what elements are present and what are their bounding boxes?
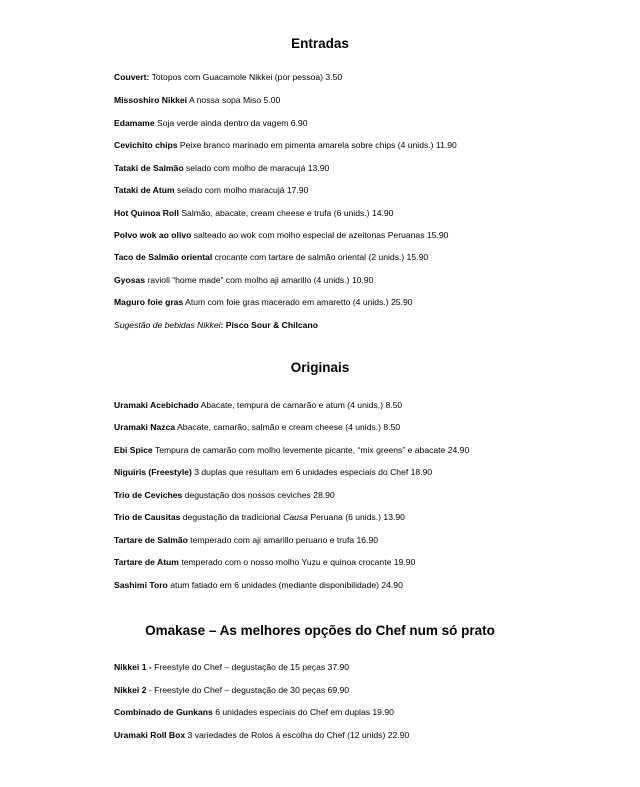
- menu-item-taco-salmao: [114, 252, 634, 263]
- menu-item-tataki-atum: [114, 185, 634, 196]
- suggestion-label: Sugestão de bebidas Nikkei: [114, 320, 221, 330]
- item-name: Couvert:: [114, 72, 150, 82]
- menu-item-maguro-foie-gras: [114, 297, 634, 308]
- menu-item-uramaki-roll-box: [114, 730, 634, 741]
- menu-item-cevichito: [114, 140, 634, 151]
- section-title-entradas: Entradas: [291, 36, 349, 51]
- item-name: Tartare de Atum: [114, 557, 179, 567]
- section-title-originais: Originais: [290, 360, 350, 375]
- menu-item-nikkei-1: [114, 662, 634, 673]
- item-name: Nikkei 1 -: [114, 662, 152, 672]
- item-name: Tataki de Salmão: [114, 163, 184, 173]
- item-name: Tataki de Atum: [114, 185, 175, 195]
- item-name: Ebi Spice: [114, 445, 153, 455]
- item-name: Taco de Salmão oriental: [114, 252, 213, 262]
- menu-item-polvo-wok: [114, 230, 634, 241]
- menu-item-hot-quinoa-roll: [114, 208, 634, 219]
- item-desc-italic: Causa: [283, 512, 308, 522]
- item-desc: ravioli “home made” com molho aji amarillo (4 unids.) 10.90: [145, 275, 374, 285]
- section-title-omakase: Omakase – As melhores opções do Chef num só prato: [145, 623, 495, 638]
- item-desc: Atum com foie gras macerado em amaretto (4 unids.) 25.90: [183, 297, 413, 307]
- item-desc: Freestyle do Chef – degustação de 15 peças 37.90: [151, 662, 350, 672]
- item-desc: Salmão, abacate, cream cheese e trufa (6 unids.) 14.90: [178, 208, 394, 218]
- menu-item-combinado-gunkans: [114, 707, 634, 718]
- item-name: Edamame: [114, 118, 155, 128]
- menu-item-niguiris: [114, 467, 634, 478]
- menu-item-edamame: [114, 118, 634, 129]
- item-desc: Totopos com Guacamole Nikkei (por pessoa) 3.50: [149, 72, 343, 82]
- suggestion-sep: :: [220, 320, 226, 330]
- item-desc: temperado com aji amarillo peruano e trufa 16.90: [187, 535, 378, 545]
- item-desc: atum fatiado em 6 unidades (mediante disponibilidade) 24.90: [167, 580, 403, 590]
- menu-item-ebi-spice: [114, 445, 634, 456]
- item-desc: Abacate, tempura de camarão e atum (4 unids.) 8.50: [198, 400, 403, 410]
- menu-item-nikkei-2: [114, 685, 634, 696]
- item-name: Maguro foie gras: [114, 297, 184, 307]
- menu-item-couvert: [114, 72, 634, 83]
- item-desc: 6 unidades especiais do Chef em duplas 19.90: [212, 707, 394, 717]
- menu-item-missoshiro: [114, 95, 634, 106]
- item-name: Uramaki Roll Box: [114, 730, 186, 740]
- item-name: Niguiris (Freestyle): [114, 467, 192, 477]
- item-desc: selado com molho de maracujá 13.90: [183, 163, 330, 173]
- item-desc: degustação da tradicional: [180, 512, 284, 522]
- item-name: Missoshiro Nikkei: [114, 95, 188, 105]
- item-desc: 3 variedades de Rolos à escolha do Chef (12 unids) 22.90: [185, 730, 410, 740]
- item-name: Hot Quinoa Roll: [114, 208, 179, 218]
- item-desc: Abacate, camarão, salmão e cream cheese (4 unids.) 8.50: [175, 422, 401, 432]
- item-name: Sashimi Toro: [114, 580, 168, 590]
- item-name: Trio de Ceviches: [114, 490, 183, 500]
- item-desc: Peixe branco marinado em pimenta amarela sobre chips (4 unids.) 11.90: [177, 140, 457, 150]
- item-name: Cevichito chips: [114, 140, 178, 150]
- item-desc: Peruana (6 unids.) 13.90: [307, 512, 405, 522]
- suggestion-value: Pisco Sour & Chilcano: [225, 320, 318, 330]
- item-name: Tartare de Salmão: [114, 535, 188, 545]
- item-name: Uramaki Acebichado: [114, 400, 199, 410]
- menu-item-trio-ceviches: [114, 490, 634, 501]
- item-desc: degustação dos nossos ceviches 28.90: [182, 490, 335, 500]
- item-name: Uramaki Nazca: [114, 422, 176, 432]
- menu-item-sashimi-toro: [114, 580, 634, 591]
- drink-suggestion: [114, 320, 634, 331]
- menu-item-tartare-atum: [114, 557, 634, 568]
- menu-item-tartare-salmao: [114, 535, 634, 546]
- item-desc: selado com molho maracujá 17.90: [174, 185, 309, 195]
- item-desc: - Freestyle do Chef – degustação de 30 peças 69.90: [146, 685, 350, 695]
- item-name: Combinado de Gunkans: [114, 707, 213, 717]
- item-desc: temperado com o nosso molho Yuzu e quinoa crocante 19.90: [178, 557, 416, 567]
- item-name: Trio de Causitas: [114, 512, 181, 522]
- menu-item-tataki-salmao: [114, 163, 634, 174]
- item-desc: Tempura de camarão com molho levemente picante, “mix greens” e abacate 24.90: [152, 445, 470, 455]
- item-name: Gyosas: [114, 275, 146, 285]
- menu-item-gyosas: [114, 275, 634, 286]
- menu-item-uramaki-nazca: [114, 422, 634, 433]
- item-desc: Soja verde ainda dentro da vagem 6.90: [154, 118, 308, 128]
- item-desc: 3 duplas que resultam em 6 unidades especiais do Chef 18.90: [191, 467, 433, 477]
- menu-item-uramaki-acebichado: [114, 400, 634, 411]
- item-desc: crocante com tartare de salmão oriental (2 unids.) 15.90: [212, 252, 429, 262]
- item-name: Polvo wok ao olivo: [114, 230, 192, 240]
- item-name: Nikkei 2: [114, 685, 147, 695]
- item-desc: A nossa sopa Miso 5.00: [187, 95, 281, 105]
- item-desc: salteado ao wok com molho especial de azeitonas Peruanas 15.90: [191, 230, 449, 240]
- menu-item-trio-causitas: [114, 512, 634, 523]
